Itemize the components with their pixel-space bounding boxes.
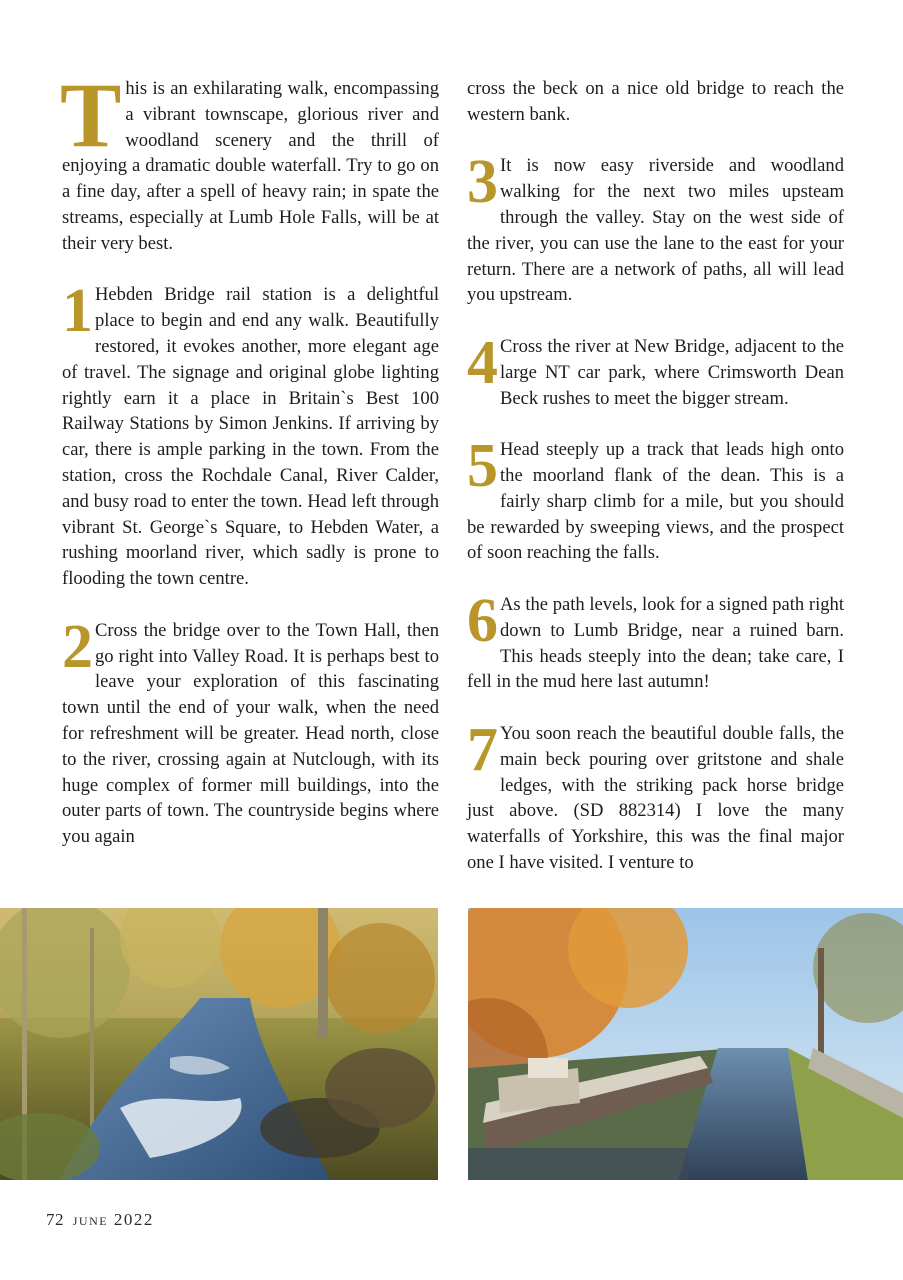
left-column	[60, 64, 439, 876]
step-number: 7	[467, 715, 498, 784]
drop-cap: T	[60, 64, 122, 166]
step-number: 3	[467, 148, 498, 217]
step-paragraph	[467, 586, 844, 695]
step-number: 1	[62, 277, 93, 346]
canal-narrowboat-photo	[468, 908, 903, 1180]
intro-text: his is an exhilarating walk, encompassing a vibrant townscape, glorious river and woodland scenery and the thrill of enjoying a dramatic double waterfall. Try to go on a fine day, after a spell of heavy rain; in spate the streams, especially at Lumb Hole Falls, will be at their very best.	[62, 78, 439, 254]
step-paragraph	[467, 148, 844, 308]
step-number: 5	[467, 432, 498, 501]
step-text: As the path levels, look for a signed path right down to Lumb Bridge, near a ruined barn. This heads steeply into the dean; take care, I fell in the mud here last autumn!	[467, 593, 844, 693]
right-column	[467, 76, 844, 902]
issue-date: june 2022	[72, 1210, 154, 1229]
step-number: 4	[467, 328, 498, 397]
page-number: 72	[46, 1210, 64, 1229]
page-footer	[46, 1210, 154, 1230]
step-text: You soon reach the beautiful double falls, the main beck pouring over gritstone and shale ledges, with the striking pack horse bridge just above. (SD 882314) I love the many waterfalls of Yorkshire, this was the final major one I have visited. I venture to	[467, 722, 844, 873]
step-number: 6	[467, 586, 498, 655]
step-text: Cross the river at New Bridge, adjacent to the large NT car park, where Crimsworth Dean Beck rushes to meet the bigger stream.	[500, 335, 844, 409]
canal-illustration	[468, 908, 903, 1180]
intro-paragraph	[60, 64, 439, 257]
step-text: Head steeply up a track that leads high onto the moorland flank of the dean. This is a fairly sharp climb for a mile, but you should be rewarded by sweeping views, and the prospect of soon reaching the falls.	[467, 439, 844, 564]
step-paragraph	[62, 277, 439, 592]
river-woodland-photo	[0, 908, 438, 1180]
step-number: 2	[62, 612, 93, 681]
continued-paragraph	[467, 76, 844, 128]
step-text: Cross the bridge over to the Town Hall, then go right into Valley Road. It is perhaps best to leave your exploration of this fascinating town until the end of your walk, when the need for refreshment will be greater. Head north, close to the river, crossing again at Nutclough, with its huge complex of former mill buildings, into the outer parts of town. The countryside begins where you again	[62, 619, 439, 848]
river-woodland-illustration	[0, 908, 438, 1180]
step-paragraph	[467, 715, 844, 876]
step-text: Hebden Bridge rail station is a delightful place to begin and end any walk. Beautifully restored, it evokes another, more elegant age of travel. The signage and original globe lighting rightly earn it a place in Britain`s Best 100 Railway Stations by Simon Jenkins. If arriving by car, there is ample parking in the town. From the station, cross the Rochdale Canal, River Calder, and busy road to enter the town. Head left through vibrant St. George`s Square, to Hebden Water, a rushing moorland river, which sadly is prone to flooding the town centre.	[62, 284, 439, 590]
step-paragraph	[467, 328, 844, 411]
step-paragraph	[467, 432, 844, 566]
step-paragraph	[62, 612, 439, 850]
step-text: It is now easy riverside and woodland walking for the next two miles upsteam through the valley. Stay on the west side of the river, you can use the lane to the east for your return. There are a network of paths, all will lead you upstream.	[467, 155, 844, 306]
step-text: cross the beck on a nice old bridge to reach the western bank.	[467, 78, 844, 125]
